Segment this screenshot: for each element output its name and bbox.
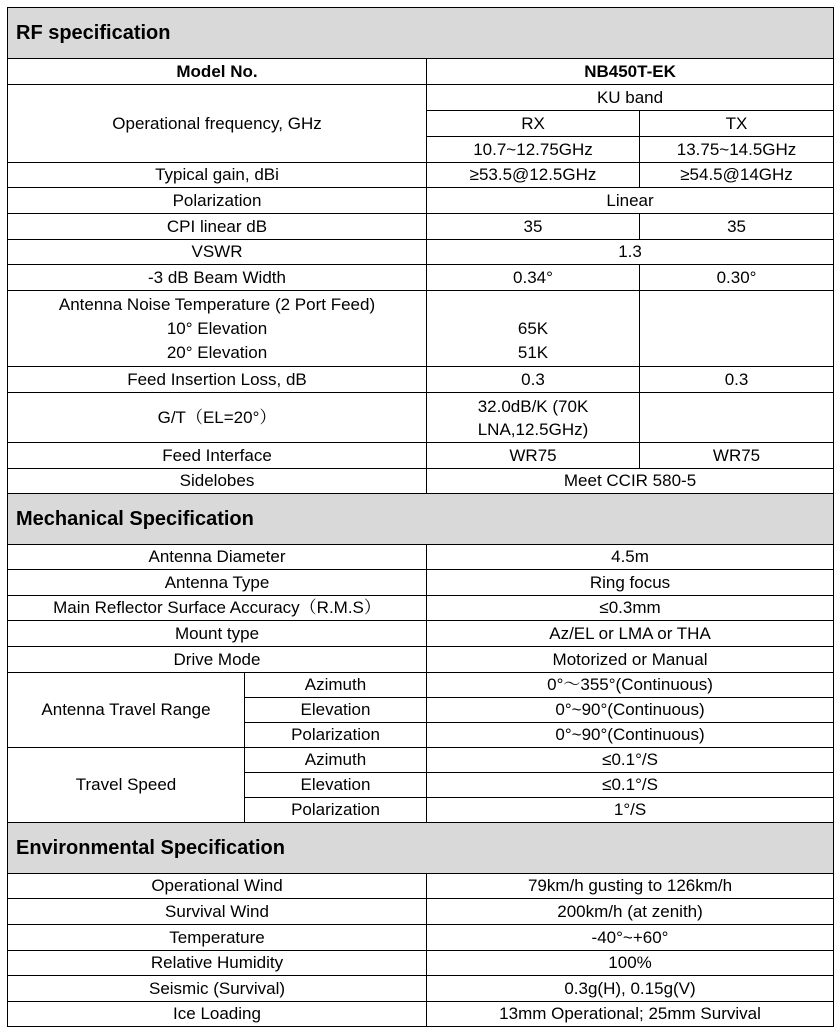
- polarization-label: Polarization: [8, 188, 427, 214]
- sidelobes-value: Meet CCIR 580-5: [427, 469, 834, 494]
- seismic-label: Seismic (Survival): [8, 976, 427, 1002]
- freq-rx-range: 10.7~12.75GHz: [427, 137, 640, 163]
- model-value: NB450T-EK: [427, 59, 834, 85]
- humidity-value: 100%: [427, 951, 834, 976]
- gain-tx: ≥54.5@14GHz: [640, 163, 834, 188]
- noise-e20-value: 51K: [517, 342, 549, 362]
- temperature-value: -40°~+60°: [427, 925, 834, 951]
- noise-label: Antenna Noise Temperature (2 Port Feed): [58, 294, 376, 314]
- rf-section-heading: RF specification: [8, 8, 834, 59]
- noise-label-cell: [8, 291, 427, 367]
- polarization-value: Linear: [427, 188, 834, 214]
- temperature-label: Temperature: [8, 925, 427, 951]
- sidelobes-label: Sidelobes: [8, 469, 427, 494]
- cpi-label: CPI linear dB: [8, 214, 427, 240]
- beam-rx: 0.34°: [427, 265, 640, 291]
- feed-interface-tx: WR75: [640, 443, 834, 469]
- mount-value: Az/EL or LMA or THA: [427, 621, 834, 647]
- vswr-label: VSWR: [8, 240, 427, 265]
- cpi-rx: 35: [427, 214, 640, 240]
- accuracy-value: ≤0.3mm: [427, 596, 834, 621]
- travel-range-el-value: 0°~90°(Continuous): [427, 698, 834, 723]
- diameter-value: 4.5m: [427, 545, 834, 570]
- feed-loss-rx: 0.3: [427, 367, 640, 393]
- ice-value: 13mm Operational; 25mm Survival: [427, 1002, 834, 1027]
- travel-speed-el-value: ≤0.1°/S: [427, 773, 834, 798]
- ice-label: Ice Loading: [8, 1002, 427, 1027]
- noise-e10-label: 10° Elevation: [166, 318, 268, 338]
- drive-value: Motorized or Manual: [427, 647, 834, 673]
- seismic-value: 0.3g(H), 0.15g(V): [427, 976, 834, 1002]
- diameter-label: Antenna Diameter: [8, 545, 427, 570]
- travel-range-az-label: Azimuth: [245, 673, 427, 698]
- op-wind-label: Operational Wind: [8, 874, 427, 899]
- antenna-type-value: Ring focus: [427, 570, 834, 596]
- gt-label: G/T（EL=20°）: [8, 393, 427, 443]
- drive-label: Drive Mode: [8, 647, 427, 673]
- model-label: Model No.: [8, 59, 427, 85]
- gt-rx-line2: LNA,12.5GHz): [477, 419, 589, 439]
- gain-label: Typical gain, dBi: [8, 163, 427, 188]
- beam-tx: 0.30°: [640, 265, 834, 291]
- travel-range-pol-value: 0°~90°(Continuous): [427, 723, 834, 748]
- travel-speed-pol-value: 1°/S: [427, 798, 834, 823]
- beam-label: -3 dB Beam Width: [8, 265, 427, 291]
- travel-range-label: Antenna Travel Range: [8, 673, 245, 748]
- travel-speed-el-label: Elevation: [245, 773, 427, 798]
- vswr-value: 1.3: [427, 240, 834, 265]
- gt-rx-cell: [427, 393, 640, 443]
- gain-rx: ≥53.5@12.5GHz: [427, 163, 640, 188]
- freq-tx-header: TX: [640, 111, 834, 137]
- cpi-tx: 35: [640, 214, 834, 240]
- humidity-label: Relative Humidity: [8, 951, 427, 976]
- op-wind-value: 79km/h gusting to 126km/h: [427, 874, 834, 899]
- spec-table: [7, 7, 834, 1027]
- surv-wind-label: Survival Wind: [8, 899, 427, 925]
- travel-speed-az-value: ≤0.1°/S: [427, 748, 834, 773]
- travel-range-pol-label: Polarization: [245, 723, 427, 748]
- accuracy-label: Main Reflector Surface Accuracy（R.M.S）: [8, 596, 427, 621]
- mount-label: Mount type: [8, 621, 427, 647]
- freq-tx-range: 13.75~14.5GHz: [640, 137, 834, 163]
- freq-rx-header: RX: [427, 111, 640, 137]
- freq-band: KU band: [427, 85, 834, 111]
- feed-loss-label: Feed Insertion Loss, dB: [8, 367, 427, 393]
- travel-range-el-label: Elevation: [245, 698, 427, 723]
- gt-rx-line1: 32.0dB/K (70K: [477, 396, 589, 416]
- surv-wind-value: 200km/h (at zenith): [427, 899, 834, 925]
- feed-interface-label: Feed Interface: [8, 443, 427, 469]
- noise-e10-value: 65K: [517, 318, 549, 338]
- mech-section-heading: Mechanical Specification: [8, 494, 834, 545]
- noise-rx-cell: [427, 291, 640, 367]
- feed-loss-tx: 0.3: [640, 367, 834, 393]
- travel-speed-pol-label: Polarization: [245, 798, 427, 823]
- freq-label: Operational frequency, GHz: [8, 85, 427, 163]
- travel-range-az-value: 0°～355°(Continuous): [427, 673, 834, 698]
- antenna-type-label: Antenna Type: [8, 570, 427, 596]
- gt-tx-cell: [640, 393, 834, 443]
- noise-e20-label: 20° Elevation: [166, 342, 268, 362]
- travel-speed-az-label: Azimuth: [245, 748, 427, 773]
- feed-interface-rx: WR75: [427, 443, 640, 469]
- travel-speed-label: Travel Speed: [8, 748, 245, 823]
- noise-tx-cell: [640, 291, 834, 367]
- env-section-heading: Environmental Specification: [8, 823, 834, 874]
